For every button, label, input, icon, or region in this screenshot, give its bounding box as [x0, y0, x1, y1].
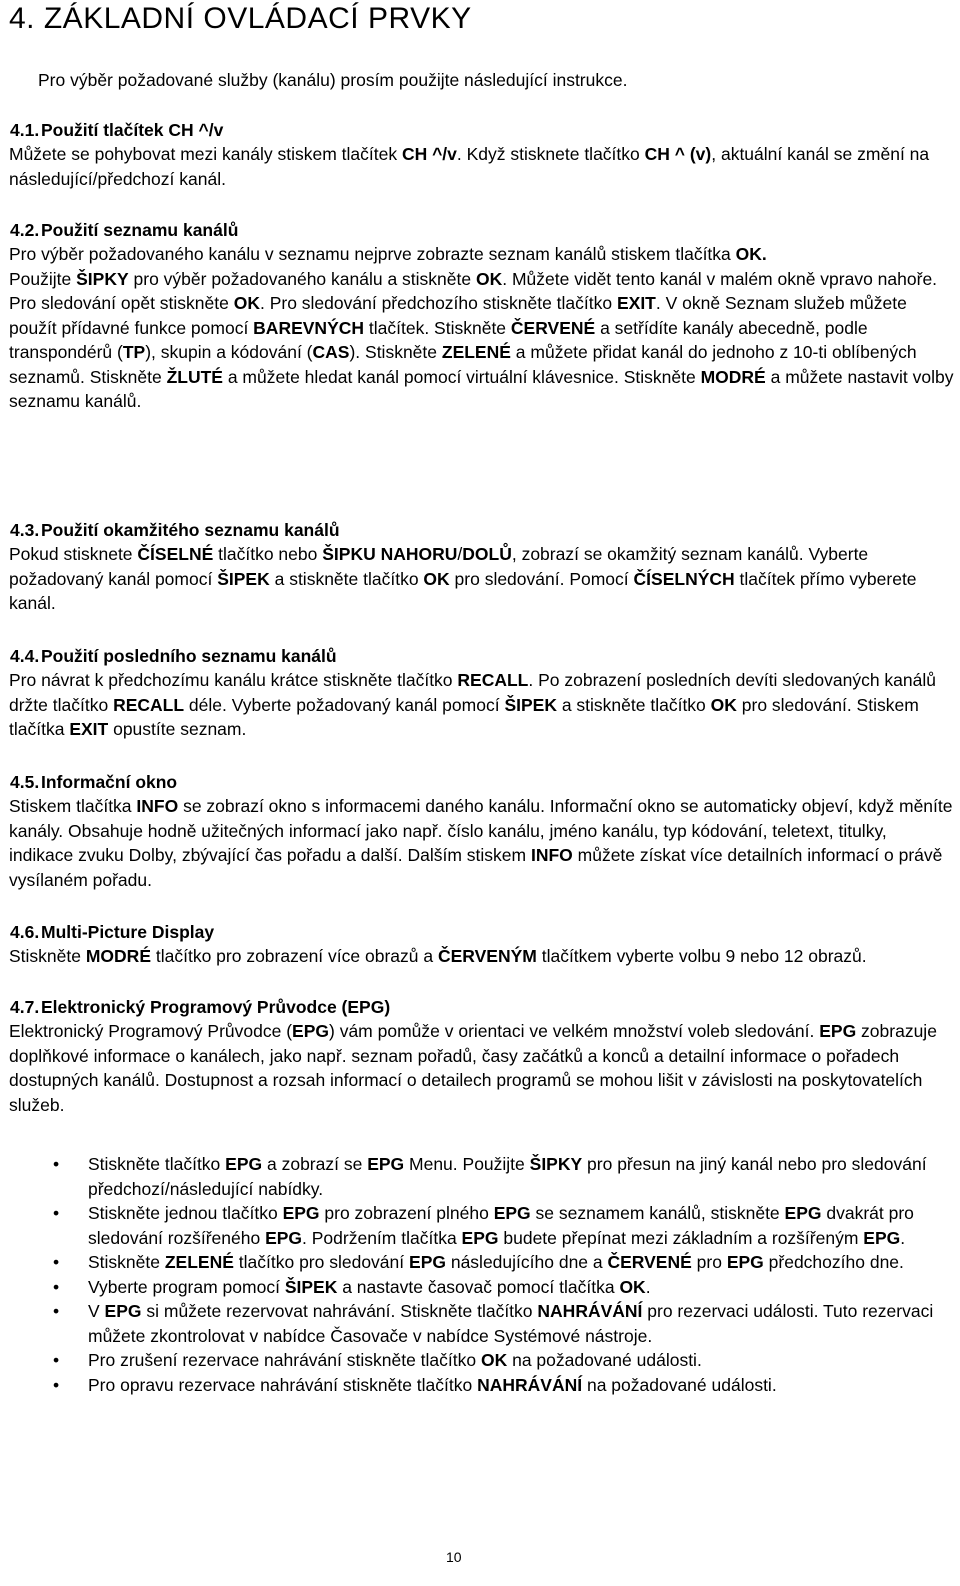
bold-term: OK	[475, 268, 503, 289]
text-run: , aktuální kanál se změní na následující/předchozí kanál.	[9, 144, 930, 189]
text-run: . Pro sledování předchozího stiskněte tlačítko	[259, 293, 617, 313]
bold-term: INFO	[136, 796, 179, 816]
bold-term: RECALL	[457, 670, 529, 690]
text-run: Pro návrat k předchozímu kanálu krátce stiskněte tlačítko	[9, 670, 458, 690]
bold-term: ŠIPEK	[504, 694, 557, 715]
list-item	[9, 1152, 954, 1201]
text-run: a zobrazí se	[262, 1154, 368, 1174]
bold-term: NAHRÁVÁNÍ	[477, 1374, 583, 1395]
text-run: tlačítko pro sledování	[233, 1252, 410, 1272]
bold-term: MODRÉ	[700, 366, 766, 387]
bold-term: OK	[480, 1350, 508, 1370]
text-run: zobrazuje doplňkové informace o kanálech, jako např. seznam pořadů, časy začátků a konců a detailní informace o pořadech dostupných kanálů. Dostupnost a rozsah informací o detailech programů se mohou lišit v závislosti na poskytovatelích služeb.	[9, 1021, 937, 1115]
text-run: Stiskem tlačítka	[9, 796, 137, 816]
chapter-heading: 4. ZÁKLADNÍ OVLÁDACÍ PRVKY	[9, 2, 472, 35]
bold-term: ŠIPKY	[76, 268, 129, 289]
bold-term: EPG	[282, 1203, 320, 1223]
bold-term: EPG	[461, 1227, 499, 1248]
list-item	[9, 1299, 954, 1348]
text-run: V	[88, 1301, 105, 1321]
bold-term: EPG	[367, 1154, 405, 1174]
section-title	[9, 118, 954, 142]
section-4-7	[9, 995, 954, 1117]
bold-term: CH ^/v	[401, 144, 457, 164]
text-run: následujícího dne a	[445, 1252, 608, 1272]
bold-term: EPG	[409, 1252, 446, 1272]
section-4-1	[9, 118, 954, 191]
list-item	[9, 1275, 954, 1300]
section-title-text: Použití okamžitého seznamu kanálů	[41, 520, 340, 540]
text-run: pro rezervaci události. Tuto rezervaci můžete zkontrolovat v nabídce Časovače v nabídce Systémové nástroje.	[88, 1301, 934, 1346]
bold-term: ČÍSELNÉ	[137, 544, 214, 564]
text-run: pro sledování. Pomocí	[449, 568, 634, 589]
text-run: se seznamem kanálů, stiskněte	[530, 1203, 785, 1223]
bold-term: OK	[619, 1276, 646, 1297]
section-body	[9, 142, 954, 191]
list-item	[9, 1373, 954, 1398]
text-run: . V okně Seznam služeb můžete použít přídavné funkce pomocí	[9, 293, 907, 338]
section-body	[9, 242, 954, 414]
section-title-text: Elektronický Programový Průvodce (EPG)	[41, 997, 391, 1017]
text-run: tlačítek přímo vyberete kanál.	[9, 568, 917, 613]
section-title	[9, 518, 954, 542]
text-run: pro sledování. Stiskem tlačítka	[9, 694, 919, 739]
section-number: 4.4.	[10, 646, 40, 666]
text-run: tlačítkem vyberte volbu 9 nebo 12 obrazů.	[536, 946, 867, 966]
section-title	[9, 995, 954, 1019]
text-run: si můžete rezervovat nahrávání. Stiskněte tlačítko	[141, 1301, 538, 1321]
section-number: 4.5.	[10, 772, 40, 792]
section-title-text: Použití posledního seznamu kanálů	[41, 646, 337, 666]
intro-paragraph: Pro výběr požadované služby (kanálu) prosím použijte následující instrukce.	[38, 70, 628, 90]
bold-term: TP	[122, 342, 146, 362]
section-title-text: Použití seznamu kanálů	[41, 220, 239, 240]
text-run: pro výběr požadovaného kanálu a stiskněte	[128, 268, 476, 289]
text-run: Pro zrušení rezervace nahrávání stiskněte tlačítko	[88, 1350, 481, 1370]
text-run: , zobrazí se okamžitý seznam kanálů. Vyberte požadovaný kanál pomocí	[9, 544, 869, 589]
bullet-icon: •	[53, 1252, 60, 1272]
bold-term: ČERVENÝM	[437, 946, 537, 966]
section-4-3	[9, 518, 954, 616]
bold-term: EPG	[265, 1227, 303, 1248]
section-body	[9, 944, 954, 969]
text-run: a můžete nastavit volby seznamu kanálů.	[9, 366, 954, 411]
page-number: 10	[446, 1549, 462, 1565]
text-run: opustíte seznam.	[108, 719, 247, 739]
bold-term: OK	[423, 568, 450, 589]
bold-term: INFO	[530, 845, 573, 865]
bold-term: ČÍSELNÝCH	[633, 568, 735, 589]
bold-term: ŠIPEK	[217, 568, 270, 589]
section-number: 4.3.	[10, 520, 40, 540]
bold-term: EXIT	[69, 719, 109, 739]
bold-term: BAREVNÝCH	[253, 317, 365, 338]
text-run: . Když stisknete tlačítko	[456, 144, 645, 164]
bold-term: ČERVENÉ	[607, 1252, 692, 1272]
text-run: . Podržením tlačítka	[302, 1227, 462, 1248]
bold-term: OK	[710, 694, 737, 715]
bold-term: CAS	[312, 342, 350, 362]
text-run: Stiskněte	[88, 1252, 165, 1272]
bold-term: ŽLUTÉ	[166, 366, 223, 387]
bold-term: EPG	[104, 1301, 142, 1321]
bold-term: CH ^ (v)	[644, 144, 712, 164]
section-4-4	[9, 644, 954, 742]
bold-term: OK.	[735, 244, 767, 264]
section-title-text: Informační okno	[41, 772, 178, 792]
bold-term: EPG	[863, 1227, 901, 1248]
text-run: a můžete hledat kanál pomocí virtuální klávesnice. Stiskněte	[222, 366, 701, 387]
bold-term: RECALL	[113, 694, 185, 715]
section-number: 4.1.	[10, 120, 40, 140]
bullet-icon: •	[53, 1203, 60, 1223]
section-4-2	[9, 218, 954, 414]
text-run: a stiskněte tlačítko	[556, 694, 711, 715]
text-run: déle. Vyberte požadovaný kanál pomocí	[184, 694, 505, 715]
section-title	[9, 920, 954, 944]
text-run: a stiskněte tlačítko	[269, 568, 424, 589]
text-run: a můžete přidat kanál do jednoho z 10-ti oblíbených seznamů. Stiskněte	[9, 342, 917, 387]
section-number: 4.6.	[10, 922, 40, 942]
text-run: Vyberte program pomocí	[88, 1276, 285, 1297]
section-title-text: Multi-Picture Display	[41, 922, 215, 942]
bullet-icon: •	[53, 1301, 60, 1321]
bullet-icon: •	[53, 1350, 60, 1370]
list-item	[9, 1250, 954, 1275]
text-run: na požadované události.	[582, 1374, 777, 1395]
text-run: pro přesun na jiný kanál nebo pro sledování předchozí/následující nabídky.	[88, 1154, 927, 1199]
text-run: /	[457, 544, 463, 564]
bold-term: ZELENÉ	[441, 342, 511, 362]
text-run: .	[900, 1227, 906, 1248]
bold-term: ŠIPEK	[284, 1276, 338, 1297]
text-run: se zobrazí okno s informacemi daného kanálu. Informační okno se automaticky objeví, když měníte kanály. Obsahuje hodně užitečných informací jako např. číslo kanálu, jméno kanálu, typ kódování, teletext, titulky, indikace zvuku Dolby, zbývající čas pořadu a další. Dalším stiskem	[9, 796, 953, 865]
text-run: Pro opravu rezervace nahrávání stiskněte tlačítko	[88, 1374, 478, 1395]
section-body	[9, 794, 954, 892]
text-run: Můžete se pohybovat mezi kanály stiskem tlačítek	[9, 144, 402, 164]
bold-term: EPG	[493, 1203, 531, 1223]
bold-term: EXIT	[616, 293, 656, 313]
bold-term: ŠIPKU NAHORU	[322, 544, 458, 564]
text-run: dvakrát pro sledování rozšířeného	[88, 1203, 914, 1248]
text-run: Pro sledování opět stiskněte	[9, 293, 234, 313]
text-run: Použijte	[9, 268, 77, 289]
section-4-6	[9, 920, 954, 969]
text-run: ) vám pomůže v orientaci ve velkém množství voleb sledování.	[329, 1021, 820, 1041]
section-title	[9, 770, 954, 794]
bold-term: EPG	[819, 1021, 857, 1041]
bold-term: OK	[233, 293, 260, 313]
section-body	[9, 668, 954, 742]
bullet-icon: •	[53, 1154, 60, 1174]
bold-term: ZELENÉ	[164, 1252, 234, 1272]
text-run: pro	[691, 1252, 727, 1272]
text-run: Stiskněte	[9, 946, 86, 966]
epg-bullet-list	[9, 1152, 954, 1397]
text-run: tlačítko pro zobrazení více obrazů a	[151, 946, 438, 966]
bold-term: ŠIPKY	[529, 1154, 583, 1174]
bold-term: EPG	[225, 1154, 263, 1174]
bold-term: ČERVENÉ	[510, 317, 596, 338]
section-title-text: Použití tlačítek CH ^/v	[41, 120, 224, 140]
list-item	[9, 1348, 954, 1373]
text-run: . Po zobrazení posledních devíti sledovaných kanálů držte tlačítko	[9, 670, 936, 715]
text-run: můžete získat více detailních informací o právě vysílaném pořadu.	[9, 845, 943, 890]
text-run: Pokud stisknete	[9, 544, 138, 564]
bold-term: EPG	[292, 1021, 329, 1041]
bold-term: MODRÉ	[85, 946, 151, 966]
text-run: .	[645, 1276, 651, 1297]
text-run: Menu. Použijte	[404, 1154, 530, 1174]
bold-term: EPG	[784, 1203, 822, 1223]
section-number: 4.2.	[10, 220, 40, 240]
bullet-icon: •	[53, 1374, 60, 1395]
text-run: tlačítko nebo	[213, 544, 323, 564]
text-run: ), skupin a kódování (	[145, 342, 313, 362]
section-title	[9, 218, 954, 242]
bullet-icon: •	[53, 1276, 60, 1297]
bold-term: NAHRÁVÁNÍ	[537, 1301, 643, 1321]
text-run: . Můžete vidět tento kanál v malém okně vpravo nahoře.	[502, 268, 938, 289]
bold-term: EPG	[726, 1252, 764, 1272]
section-4-5	[9, 770, 954, 892]
text-run: Pro výběr požadovaného kanálu v seznamu nejprve zobrazte seznam kanálů stiskem tlačítka	[9, 244, 736, 264]
section-body	[9, 542, 954, 616]
text-run: Elektronický Programový Průvodce (	[9, 1021, 293, 1041]
section-number: 4.7.	[10, 997, 40, 1017]
text-run: předchozího dne.	[763, 1252, 904, 1272]
text-run: Stiskněte tlačítko	[88, 1154, 226, 1174]
text-run: budete přepínat mezi základním a rozšířeným	[498, 1227, 864, 1248]
text-run: a setřídíte kanály abecedně, podle transpondérů (	[9, 317, 868, 362]
text-run: ). Stiskněte	[349, 342, 442, 362]
text-run: a nastavte časovač pomocí tlačítka	[337, 1276, 620, 1297]
list-item	[9, 1201, 954, 1250]
section-body	[9, 1019, 954, 1117]
text-run: tlačítek. Stiskněte	[364, 317, 511, 338]
section-title	[9, 644, 954, 668]
text-run: Stiskněte jednou tlačítko	[88, 1203, 283, 1223]
text-run: pro zobrazení plného	[319, 1203, 494, 1223]
bold-term: DOLŮ	[462, 544, 512, 564]
text-run: na požadované události.	[507, 1350, 702, 1370]
